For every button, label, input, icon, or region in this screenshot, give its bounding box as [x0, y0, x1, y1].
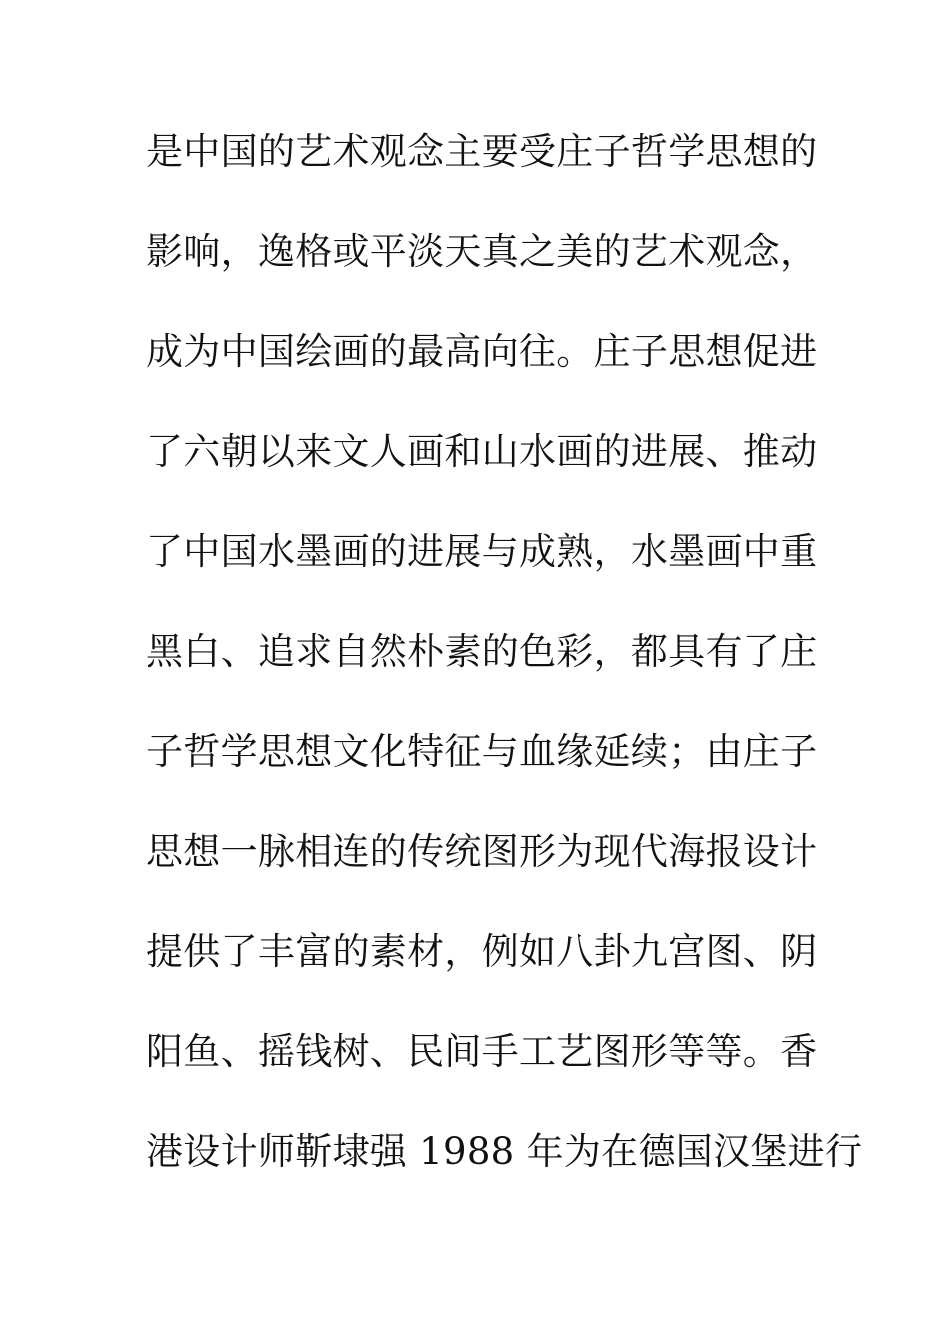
text-line: 思想一脉相连的传统图形为现代海报设计 [146, 830, 818, 873]
text-line: 阳鱼、摇钱树、民间手工艺图形等等。香 [146, 1030, 818, 1073]
text-line: 子哲学思想文化特征与血缘延续；由庄子 [146, 730, 818, 773]
text-line: 提供了丰富的素材，例如八卦九宫图、阴 [146, 930, 818, 973]
text-line: 黑白、追求自然朴素的色彩，都具有了庄 [146, 630, 818, 673]
body-text [146, 120, 863, 1220]
text-line: 成为中国绘画的最高向往。庄子思想促进 [146, 330, 818, 373]
text-line: 港设计师靳埭强 1988 年为在德国汉堡进行 [146, 1130, 863, 1173]
text-line: 了中国水墨画的进展与成熟，水墨画中重 [146, 530, 818, 573]
text-line: 了六朝以来文人画和山水画的进展、推动 [146, 430, 818, 473]
text-line: 影响，逸格或平淡天真之美的艺术观念， [146, 230, 818, 273]
text-line: 是中国的艺术观念主要受庄子哲学思想的 [146, 130, 818, 173]
